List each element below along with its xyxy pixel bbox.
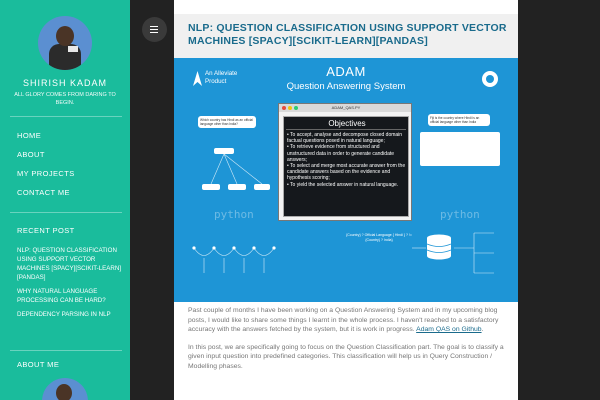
question-bubble: Which country has Hindi as an official language other than India?: [198, 116, 256, 128]
sidebar-divider: [10, 116, 122, 117]
objectives-window: [278, 103, 412, 221]
answer-bubble: Fiji is the country where Hindi is an official language other than India: [428, 114, 490, 126]
objective-item: • To retrieve evidence from structured and unstructured data in order to generate candidate answers;: [287, 144, 395, 163]
hero-brand-line: Product: [205, 78, 227, 85]
nav-item-home[interactable]: HOME: [17, 131, 42, 140]
results-table: [420, 132, 500, 166]
toggle-column: [130, 0, 174, 400]
python-watermark: python: [214, 208, 254, 221]
article-paragraph: In this post, we are specifically going to focus on the Question Classification part. The goal is to classify a given input question into predefined categories. This classification will help us in Query Construction / Modelling phases.: [188, 343, 504, 370]
objective-item: • To yield the selected answer in natural language.: [287, 181, 399, 188]
main-nav: [17, 131, 75, 207]
avatar-head: [56, 26, 74, 46]
site-title[interactable]: SHIRISH KADAM: [22, 78, 107, 88]
objective-item: • To accept, analyse and decompose closed domain factual questions posed in natural language;: [287, 132, 403, 145]
paragraph-text: .: [481, 326, 484, 333]
sidebar-divider: [10, 350, 122, 351]
recent-post-list: [17, 246, 123, 324]
about-avatar: [42, 378, 88, 400]
sidebar: [0, 0, 130, 400]
hero-brand-line: An Alleviate: [205, 70, 238, 77]
avatar-badge: [68, 46, 78, 52]
recent-post-heading: RECENT POST: [17, 226, 75, 235]
recent-post-link[interactable]: WHY NATURAL LANGUAGE PROCESSING CAN BE HARD?: [17, 288, 106, 304]
objective-item: • To select and merge most accurate answer from the candidate answers based on the evidence and hypothesis scoring;: [287, 163, 406, 182]
github-link[interactable]: Adam QAS on Github: [416, 326, 482, 333]
nav-item-about[interactable]: ABOUT: [17, 150, 45, 159]
menu-icon: [150, 32, 158, 33]
query-text: {Country} ? Official Language { Hindi } ? != {Country} ? India}: [346, 233, 412, 242]
article-body: [188, 306, 508, 379]
about-me-heading: ABOUT ME: [17, 360, 60, 369]
recent-post-link[interactable]: NLP: QUESTION CLASSIFICATION USING SUPPORT VECTOR MACHINES [SPACY][SCIKIT-LEARN][PANDAS]: [17, 247, 122, 281]
recent-post-link[interactable]: DEPENDENCY PARSING IN NLP: [17, 311, 111, 318]
window-filename: ADAM_QAS.PY: [331, 105, 361, 110]
paragraph-text: Past couple of months I have been working on a Question Answering System and in my upcoming blog posts, I would like to share some things I learnt in the whole process. I haven't reached to a satisfactory accuracy with the answers fetched by the system, but it is work in progress.: [188, 307, 499, 333]
sidebar-divider: [10, 212, 122, 213]
menu-icon: [150, 29, 158, 30]
window-titlebar: [279, 104, 411, 112]
featured-image: [174, 58, 518, 302]
objectives-divider: [286, 129, 406, 130]
objectives-list: [287, 132, 407, 188]
objectives-box: [283, 116, 409, 217]
hero-subtitle: Question Answering System: [286, 81, 406, 92]
right-margin: [518, 0, 600, 400]
avatar[interactable]: [38, 16, 92, 70]
article-paragraph: [188, 306, 508, 335]
about-avatar-head: [56, 384, 72, 400]
objectives-title: Objectives: [328, 119, 366, 128]
nav-item-contact-me[interactable]: CONTACT ME: [17, 188, 70, 197]
post-title[interactable]: NLP: QUESTION CLASSIFICATION USING SUPPORT VECTOR MACHINES [SPACY][SCIKIT-LEARN][PANDAS]: [188, 22, 507, 47]
post-title-bar: [174, 14, 518, 58]
python-watermark: python: [440, 208, 480, 221]
site-tagline: ALL GLORY COMES FROM DARING TO BEGIN.: [14, 92, 116, 106]
menu-toggle-button[interactable]: [142, 17, 167, 42]
menu-icon: [150, 26, 158, 27]
hero-title: ADAM: [326, 64, 366, 79]
nav-item-my-projects[interactable]: MY PROJECTS: [17, 169, 75, 178]
database-icon: [426, 234, 452, 260]
